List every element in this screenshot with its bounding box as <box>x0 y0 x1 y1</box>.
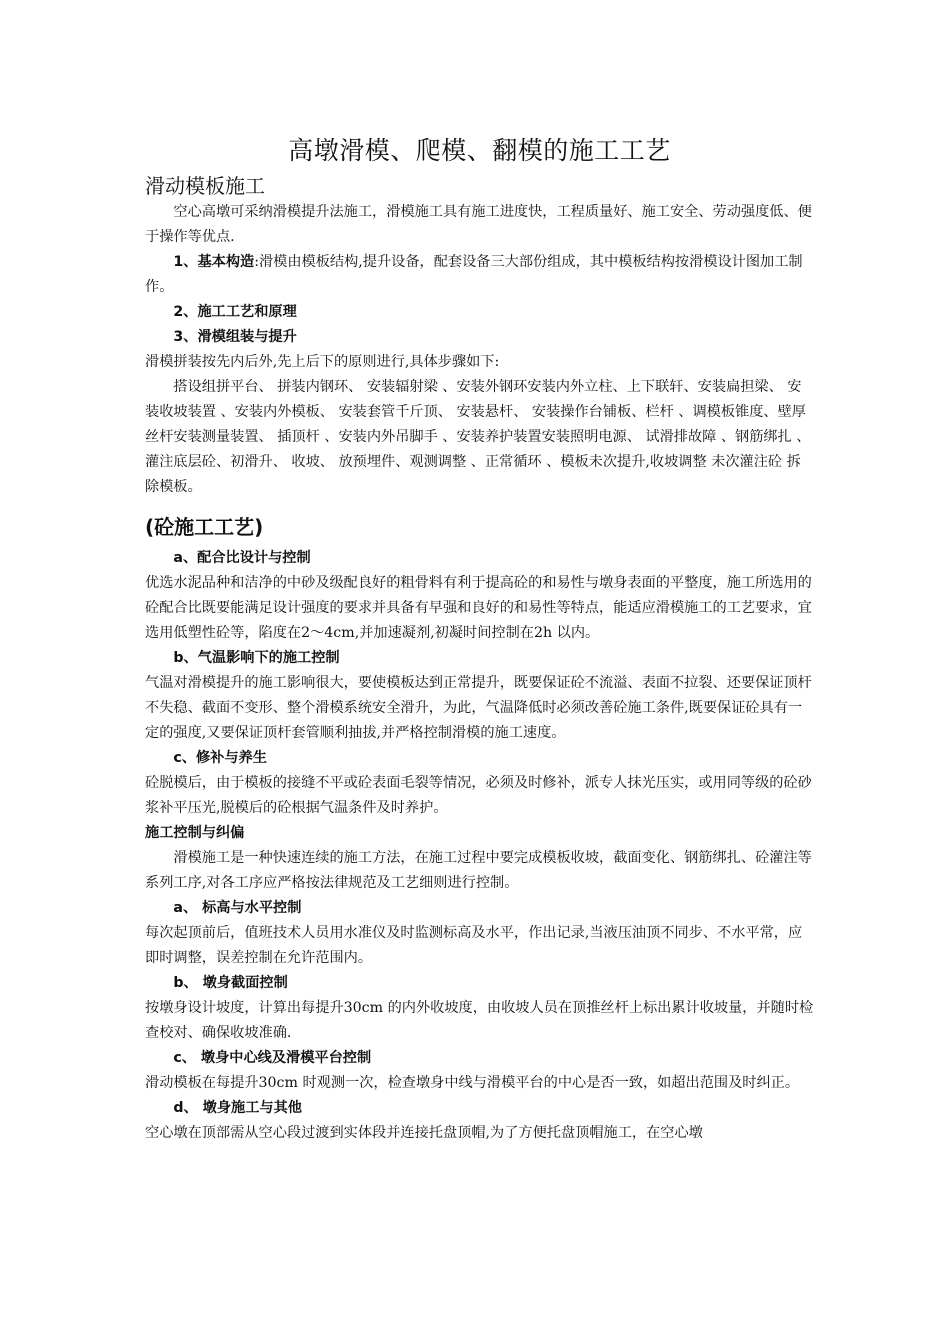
paragraph-assembly-steps: 搭设组拼平台、 拼装内钢环、 安装辐射梁 、安装外钢环安装内外立柱、上下联轩、安装扁担梁、 安装收坡装置 、安装内外模板、 安装套管千斤顶、 安装悬杆、 安装操作台铺板、栏杆 、调模板锥度、壁厚丝杆安装测量装置、 插顶杆 、安装内外吊脚手 、安装养护装置安装照明电源、 试滑排故障 、钢筋绑扎 、灌注底层砼、初滑升、 收坡、 放预埋件、观测调整 、正常循环 、模板未次提升,收坡调整 未次灌注砼 拆除模板。 <box>145 379 811 495</box>
subheading-temperature: b、气温影响下的施工控制 <box>173 650 340 666</box>
paragraph-mix-design: 优选水泥品种和洁净的中砂及级配良好的粗骨料有利于提高砼的和易性与墩身表面的平整度，施工所选用的砼配合比既要能满足设计强度的要求并具备有早强和良好的和易性等特点，能适应滑模施工的工艺要求，宜选用低塑性砼等，陷度在2～4cm,并加速凝剂,初凝时间控制在2h 以内。 <box>145 575 812 641</box>
paragraph-temperature: 气温对滑模提升的施工影响很大，要使模板达到正常提升，既要保证砼不流溢、表面不拉裂、还要保证顶杆不失稳、截面不变形、整个滑模系统安全滑升，为此，气温降低时必须改善砼施工条件,既要保证砼具有一定的强度,又要保证顶杆套管顺利抽拔,并严格控制滑模的施工速度。 <box>145 675 812 741</box>
paragraph-control-intro: 滑模施工是一种快速连续的施工方法，在施工过程中要完成模板收坡，截面变化、钢筋绑扎、砼灌注等系列工序,对各工序应严格按法律规范及工艺细则进行控制。 <box>145 850 812 891</box>
subheading-other: d、 墩身施工与其他 <box>173 1100 302 1116</box>
subheading-cross-section: b、 墩身截面控制 <box>173 975 288 991</box>
subheading-repair: c、修补与养生 <box>173 750 267 766</box>
item-label: 1、基本构造 <box>173 254 255 270</box>
paragraph-elevation: 每次起顶前后，值班技术人员用水准仪及时监测标高及水平，作出记录,当液压油顶不同步、不水平常，应即时调整，误差控制在允许范围内。 <box>145 925 803 966</box>
subheading-elevation: a、 标高与水平控制 <box>173 900 302 916</box>
paragraph-intro: 空心高墩可采纳滑模提升法施工，滑模施工具有施工进度快，工程质量好、施工安全、劳动强度低、便于操作等优点. <box>145 204 812 245</box>
paragraph-centerline: 滑动模板在每提升30cm 时观测一次，检查墩身中线与滑模平台的中心是否一致，如超出范围及时纠正。 <box>145 1075 800 1091</box>
paragraph-cross-section: 按墩身设计坡度，计算出每提升30cm 的内外收坡度，由收坡人员在顶推丝杆上标出累计收坡量，并随时检查校对、确保收坡准确. <box>145 1000 814 1041</box>
paragraph-assembly-rule: 滑模拼装按先内后外,先上后下的原则进行,具体步骤如下: <box>145 354 500 370</box>
page-title: 高墩滑模、爬模、翻模的施工工艺 <box>288 136 671 165</box>
section-heading-sliding-formwork: 滑动模板施工 <box>145 174 265 198</box>
subheading-process: 2、施工工艺和原理 <box>173 304 297 320</box>
subheading-assembly: 3、滑模组装与提升 <box>173 329 297 345</box>
subheading-mix-design: a、配合比设计与控制 <box>173 550 311 566</box>
subheading-centerline: c、 墩身中心线及滑模平台控制 <box>173 1050 372 1066</box>
section-heading-concrete: (砼施工工艺) <box>145 515 264 539</box>
item-text: :滑模由模板结构,提升设备，配套设备三大部份组成，其中模板结构按滑模设计图加工制作。 <box>145 254 803 295</box>
paragraph-basic-structure <box>145 250 814 300</box>
paragraph-other: 空心墩在顶部需从空心段过渡到实体段并连接托盘顶帽,为了方便托盘顶帽施工，在空心墩 <box>145 1125 703 1141</box>
paragraph-repair: 砼脱模后，由于模板的接缝不平或砼表面毛裂等情况，必须及时修补，派专人抹光压实，或用同等级的砼砂浆补平压光,脱模后的砼根据气温条件及时养护。 <box>145 775 812 816</box>
section-heading-control: 施工控制与纠偏 <box>145 825 245 841</box>
